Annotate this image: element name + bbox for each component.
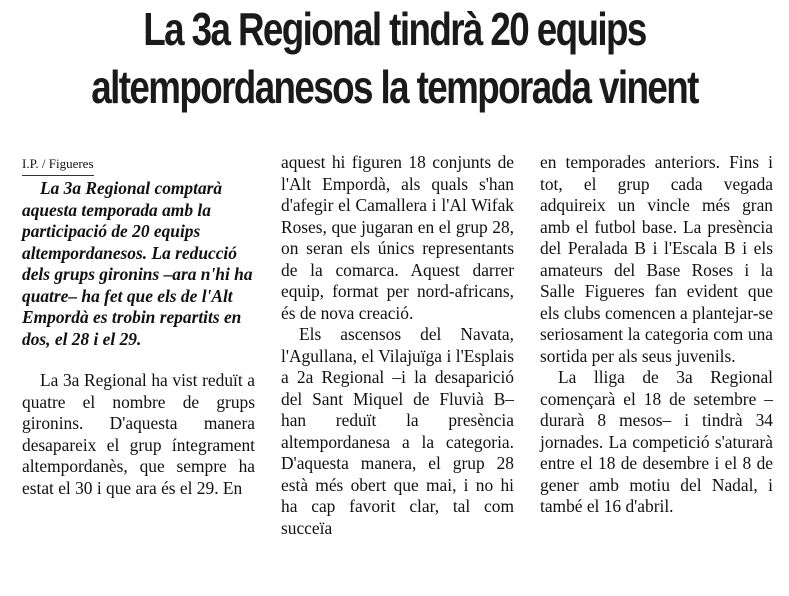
byline: I.P. / Figueres bbox=[22, 153, 94, 176]
body-paragraph-3: Els ascensos del Navata, l'Agullana, el Vilajuïga i l'Esplais a 2a Regional –i la desaparició del Sant Miquel de Fluvià B– han reduït la presència altempordanesa a la categoria. D'aquesta manera, el grup 28 està més obert que mai, i no hi ha cap favorit clar, tal com succeïa bbox=[281, 324, 514, 538]
article-column-2 bbox=[281, 152, 514, 539]
headline-line-2: altempordanesos la temporada vinent bbox=[91, 61, 698, 113]
article-column-3 bbox=[540, 152, 773, 518]
headline-line-1: La 3a Regional tindrà 20 equips bbox=[143, 3, 646, 55]
lead-paragraph: La 3a Regional comptarà aquesta temporada amb la participació de 20 equips altempordanesos. La reducció dels grups gironins –ara n'hi ha quatre– ha fet que els de l'Alt Empordà es trobin repartits en dos, el 28 i el 29. bbox=[22, 178, 253, 349]
body-paragraph-4: en temporades anteriors. Fins i tot, el grup cada vegada adquireix un vincle més gran amb el futbol base. La presència del Peralada B i l'Escala B i els amateurs del Base Roses i la Salle Figueres fan evident que els clubs comencen a plantejar-se seriosament la categoria com una sortida per als seus juvenils. bbox=[540, 152, 773, 366]
body-paragraph-1: La 3a Regional ha vist reduït a quatre el nombre de grups gironins. D'aquesta manera desapareix el grup íntegrament altempordanès, que sempre ha estat el 30 i que ara és el 29. En bbox=[22, 370, 255, 498]
article-column-1 bbox=[22, 152, 255, 499]
body-paragraph-2: aquest hi figuren 18 conjunts de l'Alt Empordà, als quals s'han d'afegir el Camallera i l'Al Wifak Roses, que jugaran en el grup 28, on seran els únics representants de la comarca. Aquest darrer equip, format per nord-africans, és de nova creació. bbox=[281, 152, 514, 323]
body-paragraph-5: La lliga de 3a Regional començarà el 18 de setembre –durarà 8 mesos– i tindrà 34 jornades. La competició s'aturarà entre el 18 de desembre i el 8 de gener amb motiu del Nadal, i també el 16 d'abril. bbox=[540, 367, 773, 516]
headline bbox=[79, 0, 710, 116]
